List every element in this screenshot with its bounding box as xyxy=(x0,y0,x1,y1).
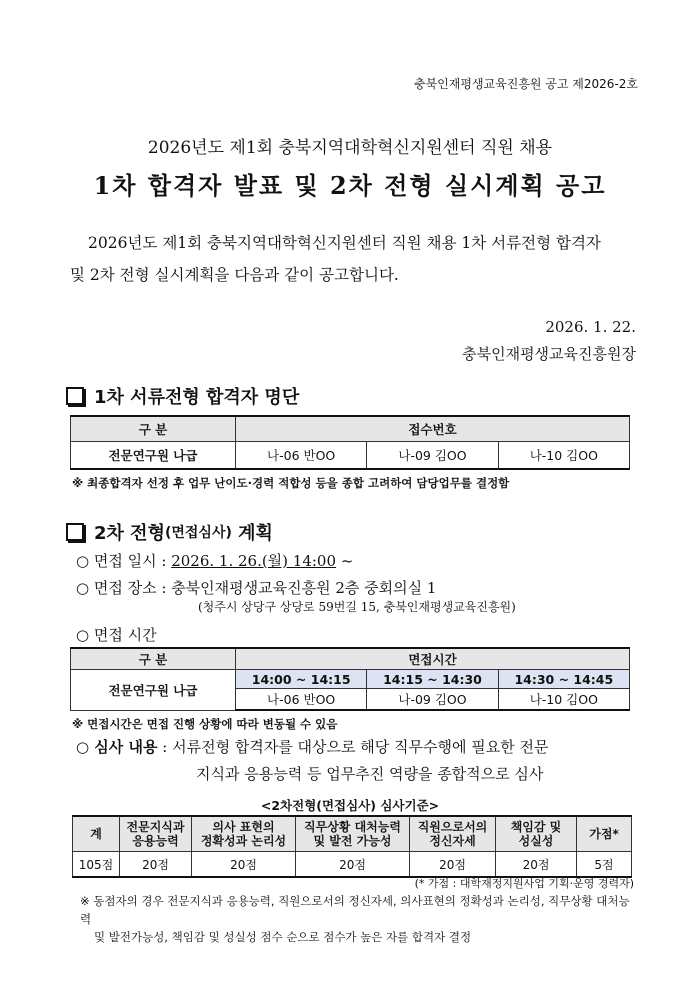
interview-place-value: 충북인재평생교육진흥원 2층 중회의실 1 xyxy=(171,579,437,597)
title-line-1: 2026년도 제1회 충북지역대학혁신지원센터 직원 채용 xyxy=(147,138,553,158)
criteria-header: 책임감 및 성실성 xyxy=(496,816,577,852)
criteria-value: 20점 xyxy=(120,852,192,878)
square-bullet-icon xyxy=(66,387,84,405)
criteria-table xyxy=(72,815,632,878)
section1-note: ※ 최종합격자 선정 후 업무 난이도·경력 적합성 등을 종합 고려하여 담당업무를 결정함 xyxy=(72,476,510,490)
time-slot-cell: 14:30 ~ 14:45 xyxy=(498,670,629,689)
criteria-header: 계 xyxy=(73,816,120,852)
criteria-header: 의사 표현의 정확성과 논리성 xyxy=(192,816,296,852)
intro-line-2: 및 2차 전형 실시계획을 다음과 같이 공고합니다. xyxy=(70,266,399,284)
time-slot-cell: 14:00 ~ 14:15 xyxy=(236,670,367,689)
criteria-header: 가점* xyxy=(577,816,632,852)
bonus-footnote: (* 가점 : 대학재정지원사업 기획·운영 경력자) xyxy=(414,877,634,890)
intro-line-1: 2026년도 제1회 충북지역대학혁신지원센터 직원 채용 1차 서류전형 합격자 xyxy=(88,234,601,252)
criteria-value: 105점 xyxy=(73,852,120,878)
interview-date-value: 2026. 1. 26.(월) 14:00 xyxy=(171,552,337,570)
section2-heading xyxy=(66,519,273,545)
position-cell: 전문연구원 나급 xyxy=(71,442,236,470)
interview-address: (청주시 상당구 상당로 59번길 15, 충북인재평생교육진흥원) xyxy=(198,600,516,614)
square-bullet-icon xyxy=(66,523,84,541)
tie-break-note xyxy=(80,892,640,946)
review-line-2: 지식과 응용능력 등 업무추진 역량을 종합적으로 심사 xyxy=(196,765,544,783)
criteria-value: 20점 xyxy=(192,852,296,878)
interview-time-table xyxy=(70,647,630,711)
position-cell: 전문연구원 나급 xyxy=(71,670,236,711)
section1-heading xyxy=(66,383,299,409)
criteria-header: 직무상황 대처능력 및 발전 가능성 xyxy=(296,816,410,852)
interview-date-suffix: ~ xyxy=(336,552,354,570)
review-label: ○ 심사 내용 xyxy=(76,738,158,756)
interview-time-label: ○ 면접 시간 xyxy=(76,626,157,644)
issuer: 충북인재평생교육진흥원장 xyxy=(462,345,636,363)
applicant-cell: 나-10 김OO xyxy=(498,689,629,711)
tie-break-note-line-1: ※ 동점자의 경우 전문지식과 응용능력, 직원으로서의 정신자세, 의사표현의 정확성과 논리성, 직무상황 대처능력 xyxy=(80,894,630,926)
applicant-cell: 나-06 반OO xyxy=(236,442,367,470)
criteria-value: 20점 xyxy=(496,852,577,878)
passed-list-table xyxy=(70,415,630,470)
interview-date-label: ○ 면접 일시 : xyxy=(76,552,172,570)
col-receipt: 접수번호 xyxy=(236,416,630,442)
section2-title: 2차 전형 xyxy=(94,523,165,544)
time-slot-cell: 14:15 ~ 14:30 xyxy=(367,670,498,689)
criteria-value: 5점 xyxy=(577,852,632,878)
review-item xyxy=(76,736,548,757)
section2-title-sub: (면접심사) xyxy=(164,525,232,541)
applicant-cell: 나-10 김OO xyxy=(498,442,629,470)
criteria-header: 직원으로서의 정신자세 xyxy=(410,816,496,852)
document-number: 충북인재평생교육진흥원 공고 제2026-2호 xyxy=(413,77,638,91)
tie-break-note-line-2: 및 발전가능성, 책임감 및 성실성 점수 순으로 점수가 높은 자를 합격자 결정 xyxy=(94,930,472,944)
criteria-value: 20점 xyxy=(296,852,410,878)
criteria-title: <2차전형(면접심사) 심사기준> xyxy=(260,798,440,813)
applicant-cell: 나-09 김OO xyxy=(367,442,498,470)
interview-date-item xyxy=(76,550,353,571)
col-category: 구 분 xyxy=(71,416,236,442)
applicant-cell: 나-09 김OO xyxy=(367,689,498,711)
criteria-value: 20점 xyxy=(410,852,496,878)
col-category: 구 분 xyxy=(71,648,236,670)
time-note: ※ 면접시간은 면접 진행 상황에 따라 변동될 수 있음 xyxy=(72,717,338,731)
title-line-2: 1차 합격자 발표 및 2차 전형 실시계획 공고 xyxy=(93,171,607,200)
review-line-1: 서류전형 합격자를 대상으로 해당 직무수행에 필요한 전문 xyxy=(172,738,549,756)
criteria-header: 전문지식과 응용능력 xyxy=(120,816,192,852)
interview-place-item xyxy=(76,577,436,598)
section2-title-suffix: 계획 xyxy=(231,523,273,544)
interview-place-label: ○ 면접 장소 : xyxy=(76,579,172,597)
section1-title: 1차 서류전형 합격자 명단 xyxy=(94,387,300,408)
col-time: 면접시간 xyxy=(236,648,630,670)
applicant-cell: 나-06 반OO xyxy=(236,689,367,711)
review-separator: : xyxy=(157,738,173,756)
announcement-date: 2026. 1. 22. xyxy=(545,318,636,336)
